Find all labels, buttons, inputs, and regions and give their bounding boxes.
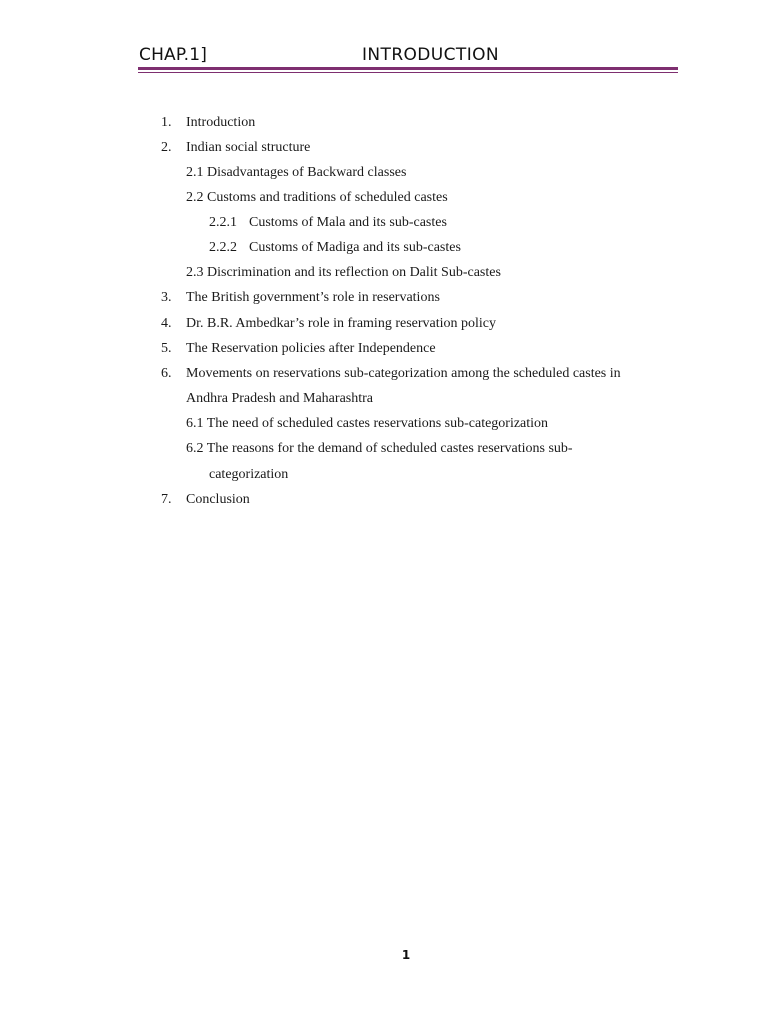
chapter-label: CHAP.1] <box>139 45 208 65</box>
toc-item-number: 1. <box>161 115 172 130</box>
toc-item-text: Customs of Mala and its sub-castes <box>249 215 447 230</box>
toc-item-text: 6.2 The reasons for the demand of scheduled castes reservations sub- <box>186 441 573 456</box>
toc-item-text: Customs of Madiga and its sub-castes <box>249 240 461 255</box>
toc-item-text: Indian social structure <box>186 140 311 155</box>
toc-item-number: 3. <box>161 290 172 305</box>
toc-item-number: 4. <box>161 316 172 331</box>
toc-item-text: Introduction <box>186 115 256 130</box>
header-rule-thin <box>138 72 678 73</box>
toc-item-number: 7. <box>161 492 172 507</box>
toc-item-text: 2.3 Discrimination and its reflection on Dalit Sub-castes <box>186 265 501 280</box>
toc-item-text: 2.1 Disadvantages of Backward classes <box>186 165 407 180</box>
toc-item-text: Andhra Pradesh and Maharashtra <box>186 391 373 406</box>
page-header <box>139 42 678 68</box>
toc-item-text: Dr. B.R. Ambedkar’s role in framing reservation policy <box>186 316 497 331</box>
header-rule-thick <box>138 67 678 70</box>
toc-item-text: Conclusion <box>186 492 250 507</box>
toc-item-number: 2.2.1 <box>209 215 237 230</box>
toc-item-text: categorization <box>209 467 289 482</box>
toc-item-number: 2. <box>161 140 172 155</box>
toc-item-text: 6.1 The need of scheduled castes reservations sub-categorization <box>186 416 549 431</box>
toc-item-number: 2.2.2 <box>209 240 237 255</box>
page-number: 1 <box>401 948 411 962</box>
chapter-title: INTRODUCTION <box>362 45 500 65</box>
toc-item-number: 6. <box>161 366 172 381</box>
toc-item-text: Movements on reservations sub-categorization among the scheduled castes in <box>186 366 621 381</box>
toc-item-text: The British government’s role in reservations <box>186 290 440 305</box>
toc-item-text: The Reservation policies after Independence <box>186 341 436 356</box>
toc-item-number: 5. <box>161 341 172 356</box>
toc-item-text: 2.2 Customs and traditions of scheduled castes <box>186 190 448 205</box>
